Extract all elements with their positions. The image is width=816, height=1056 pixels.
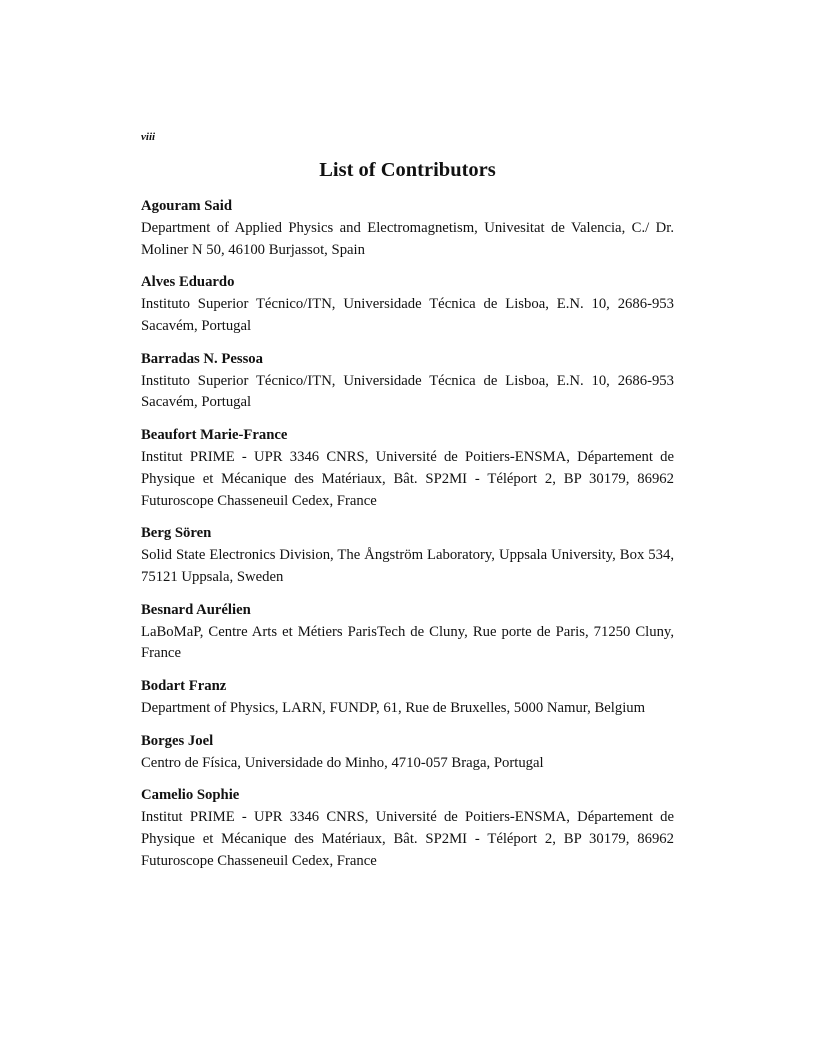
contributor-affiliation: LaBoMaP, Centre Arts et Métiers ParisTech de Cluny, Rue porte de Paris, 71250 Cluny, France bbox=[141, 623, 674, 662]
contributor-name: Barradas N. Pessoa bbox=[141, 350, 263, 367]
contributor-name: Camelio Sophie bbox=[141, 787, 240, 804]
page-number: viii bbox=[141, 131, 156, 143]
contributor-name: Berg Sören bbox=[141, 525, 212, 542]
contributor-entry bbox=[141, 196, 674, 261]
contributor-entry bbox=[141, 523, 674, 588]
contributor-name: Borges Joel bbox=[141, 732, 214, 749]
contributor-affiliation: Department of Physics, LARN, FUNDP, 61, Rue de Bruxelles, 5000 Namur, Belgium bbox=[141, 699, 646, 716]
contributor-affiliation: Institut PRIME - UPR 3346 CNRS, Université de Poitiers-ENSMA, Département de Physique et Mécanique des Matériaux, Bât. SP2MI - Téléport 2, BP 30179, 86962 Futuroscope Chasseneuil Cedex, France bbox=[141, 809, 674, 869]
contributor-entry bbox=[141, 272, 674, 337]
contributor-entry bbox=[141, 349, 674, 414]
contributor-entry bbox=[141, 425, 674, 512]
contributor-entry bbox=[141, 600, 674, 665]
contributor-name: Beaufort Marie-France bbox=[141, 427, 288, 444]
contributor-entry bbox=[141, 731, 674, 775]
contributor-list bbox=[141, 196, 674, 884]
contributor-affiliation: Department of Applied Physics and Electromagnetism, Univesitat de Valencia, C./ Dr. Moliner N 50, 46100 Burjassot, Spain bbox=[141, 219, 674, 258]
contributor-name: Besnard Aurélien bbox=[141, 601, 251, 618]
contributor-affiliation: Instituto Superior Técnico/ITN, Universidade Técnica de Lisboa, E.N. 10, 2686-953 Sacavém, Portugal bbox=[141, 372, 674, 411]
contributor-affiliation: Institut PRIME - UPR 3346 CNRS, Université de Poitiers-ENSMA, Département de Physique et Mécanique des Matériaux, Bât. SP2MI - Téléport 2, BP 30179, 86962 Futuroscope Chasseneuil Cedex, France bbox=[141, 448, 674, 509]
page-title: List of Contributors bbox=[319, 159, 496, 181]
contributor-affiliation: Solid State Electronics Division, The Ångström Laboratory, Uppsala University, Box 534, 75121 Uppsala, Sweden bbox=[141, 547, 674, 585]
contributor-name: Agouram Said bbox=[141, 198, 232, 214]
contributor-affiliation: Instituto Superior Técnico/ITN, Universidade Técnica de Lisboa, E.N. 10, 2686-953 Sacavém, Portugal bbox=[141, 296, 674, 334]
contributor-name: Alves Eduardo bbox=[141, 274, 235, 291]
contributor-name: Bodart Franz bbox=[141, 678, 227, 695]
contributor-entry bbox=[141, 785, 674, 872]
contributor-affiliation: Centro de Física, Universidade do Minho, 4710-057 Braga, Portugal bbox=[141, 754, 544, 771]
contributor-entry bbox=[141, 676, 674, 720]
